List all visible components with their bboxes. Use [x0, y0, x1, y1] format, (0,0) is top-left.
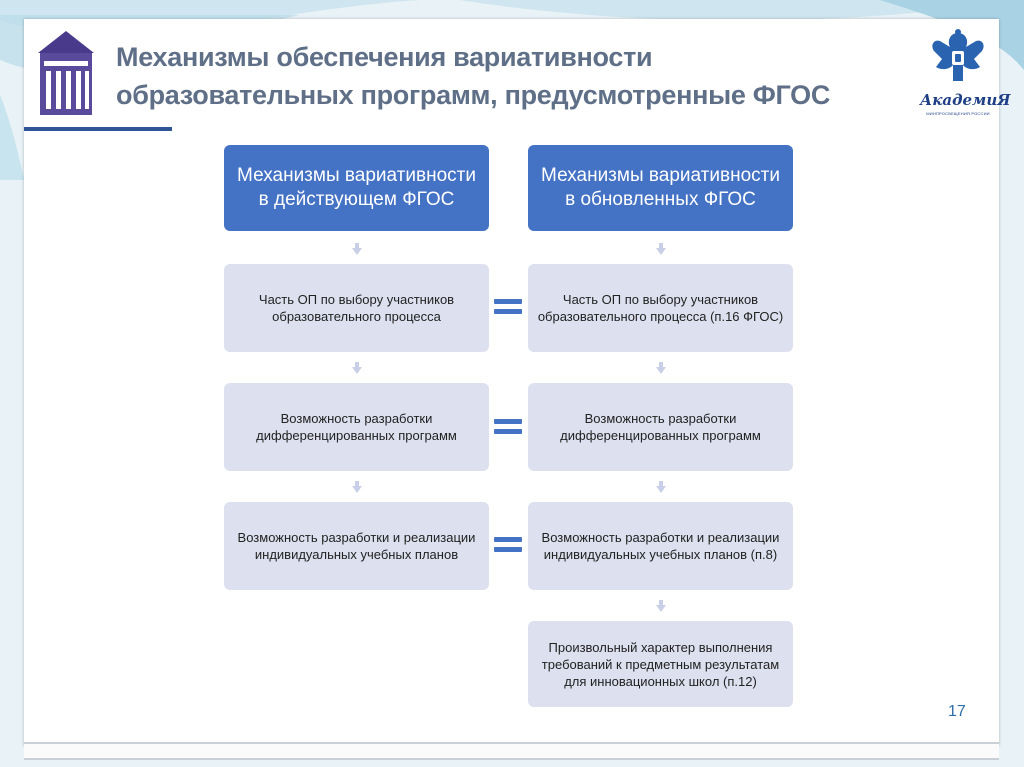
down-arrow-icon	[352, 367, 362, 374]
title-line-1: Механизмы обеспечения вариативности	[116, 42, 653, 72]
left-item-1: Часть ОП по выбору участников образовательного процесса	[224, 264, 489, 352]
left-item-3: Возможность разработки и реализации индивидуальных учебных планов	[224, 502, 489, 590]
down-arrow-icon	[352, 486, 362, 493]
header-updated-fgos: Механизмы вариативности в обновленных ФГОС	[528, 145, 793, 231]
slide-title	[116, 38, 830, 114]
equals-icon	[494, 299, 522, 315]
right-item-1: Часть ОП по выбору участников образовательного процесса (п.16 ФГОС)	[528, 264, 793, 352]
right-item-4: Произвольный характер выполнения требований к предметным результатам для инновационных школ (п.12)	[528, 621, 793, 707]
slide	[24, 19, 1011, 746]
logo-subtext: МИНПРОСВЕЩЕНИЯ РОССИИ	[926, 111, 990, 116]
header-current-fgos: Механизмы вариативности в действующем ФГОС	[224, 145, 489, 231]
title-underline	[24, 127, 172, 131]
logo-text: АкадемиЯ	[920, 91, 1011, 109]
eagle-emblem-icon	[920, 27, 996, 91]
down-arrow-icon	[656, 367, 666, 374]
page-number: 17	[948, 703, 966, 720]
footer-bar	[24, 742, 999, 760]
down-arrow-icon	[352, 248, 362, 255]
right-item-3: Возможность разработки и реализации индивидуальных учебных планов (п.8)	[528, 502, 793, 590]
title-line-2: образовательных программ, предусмотренные ФГОС	[116, 80, 831, 110]
building-icon	[36, 27, 96, 119]
down-arrow-icon	[656, 605, 666, 612]
left-item-2: Возможность разработки дифференцированных программ	[224, 383, 489, 471]
academy-logo	[920, 27, 1011, 119]
equals-icon	[494, 537, 522, 553]
down-arrow-icon	[656, 486, 666, 493]
down-arrow-icon	[656, 248, 666, 255]
equals-icon	[494, 419, 522, 435]
right-item-2: Возможность разработки дифференцированных программ	[528, 383, 793, 471]
